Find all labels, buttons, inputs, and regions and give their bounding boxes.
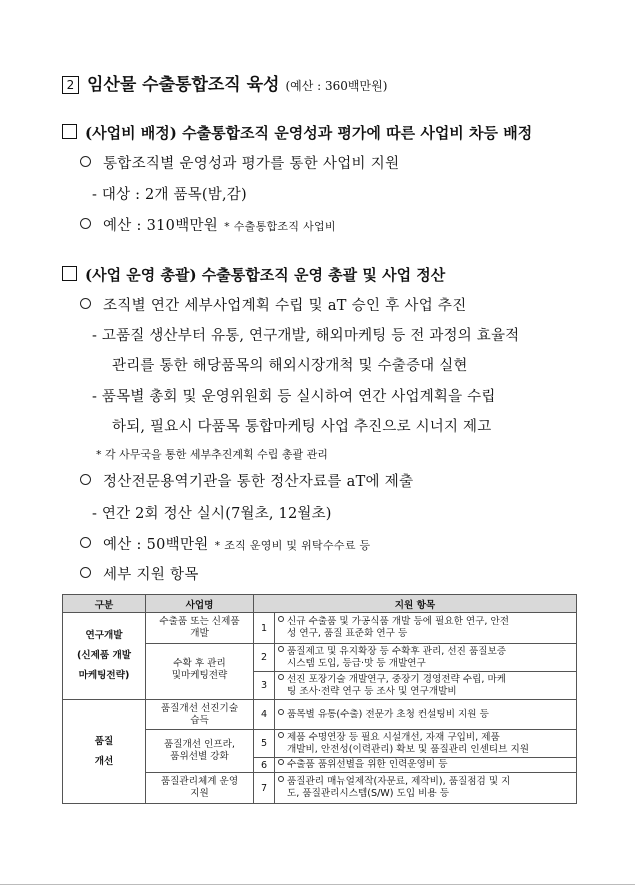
header-support-items: 지원 항목 <box>254 595 577 613</box>
section-number: 2 <box>62 76 79 94</box>
item-cell: 선진 포장기술 개발연구, 중장기 경영전략 수립, 마케 팅 조사·전략 연구 등 조사 및 연구개발비 <box>275 672 577 700</box>
item-number: 4 <box>254 700 275 730</box>
circle-bullet-icon <box>80 156 91 167</box>
item-cell: 수출품 품위선별을 위한 인력운영비 등 <box>275 758 577 773</box>
circle-bullet-icon <box>278 776 284 782</box>
circle-bullet-icon <box>278 732 284 738</box>
project-cell: 수확 후 관리 및마케팅전략 <box>146 644 254 700</box>
item-number: 6 <box>254 758 275 773</box>
circle-bullet-icon <box>80 567 91 578</box>
bullet-item: 세부 지원 항목 <box>80 563 199 584</box>
section-title-text: 임산물 수출통합조직 육성 <box>87 75 280 95</box>
item-cell: 제품 수명연장 등 필요 시설개선, 자재 구입비, 제품 개발비, 안전성(이력관리) 확보 및 품질관리 인센티브 지원 <box>275 730 577 758</box>
circle-bullet-icon <box>278 646 284 652</box>
item-cell: 신규 수출품 및 가공식품 개발 등에 필요한 연구, 안전 성 연구, 품질 표준화 연구 등 <box>275 613 577 644</box>
support-items-table <box>62 594 577 804</box>
circle-bullet-icon <box>80 537 91 548</box>
bullet-item: 예산 : 50백만원 * 조직 운영비 및 위탁수수료 등 <box>80 533 371 554</box>
circle-bullet-icon <box>80 474 91 485</box>
item-number: 2 <box>254 644 275 672</box>
item-number: 1 <box>254 613 275 644</box>
item-cell: 품질관리 매뉴얼제작(자문료, 제작비), 품질점검 및 지 도, 품질관리시스템(S/W) 도입 비용 등 <box>275 773 577 804</box>
circle-bullet-icon <box>278 709 284 715</box>
section-title <box>62 70 387 95</box>
item-number: 5 <box>254 730 275 758</box>
category-cell-rnd: 연구개발 (신제품 개발 마케팅전략) <box>63 613 146 700</box>
bullet-item: 조직별 연간 세부사업계획 수립 및 aT 승인 후 사업 추진 <box>80 294 467 315</box>
note-text: * 조직 운영비 및 위탁수수료 등 <box>214 539 371 552</box>
item-number: 3 <box>254 672 275 700</box>
page-bottom-rule <box>0 884 635 885</box>
dash-item: - 연간 2회 정산 실시(7월초, 12월초) <box>92 506 332 522</box>
item-cell: 품목별 유통(수출) 전문가 초청 컨설팅비 지원 등 <box>275 700 577 730</box>
circle-bullet-icon <box>278 674 284 680</box>
table-row <box>63 613 577 644</box>
project-cell: 수출품 또는 신제품 개발 <box>146 613 254 644</box>
project-cell: 품질관리체계 운영 지원 <box>146 773 254 804</box>
bullet-item: 예산 : 310백만원 * 수출통합조직 사업비 <box>80 214 336 235</box>
dash-item-continuation: 하되, 필요시 다품목 통합마케팅 사업 추진으로 시너지 제고 <box>112 419 492 435</box>
circle-bullet-icon <box>80 218 91 229</box>
table-header-row <box>63 595 577 613</box>
circle-bullet-icon <box>278 759 284 765</box>
dash-item: - 고품질 생산부터 유통, 연구개발, 해외마케팅 등 전 과정의 효율적 <box>92 328 520 344</box>
item-number: 7 <box>254 773 275 804</box>
subsection-heading-2: (사업 운영 총괄) 수출통합조직 운영 총괄 및 사업 정산 <box>62 264 445 285</box>
table-row <box>63 700 577 730</box>
project-cell: 품질개선 선진기술 습득 <box>146 700 254 730</box>
project-cell: 품질개선 인프라, 품위선별 강화 <box>146 730 254 773</box>
dash-item: - 품목별 총회 및 운영위원회 등 실시하여 연간 사업계획을 수립 <box>92 389 496 405</box>
subsection-heading-1: (사업비 배정) 수출통합조직 운영성과 평가에 따른 사업비 차등 배정 <box>62 122 532 143</box>
item-cell: 품질제고 및 유지확장 등 수확후 관리, 선진 품질보증 시스템 도입, 등급·맛 등 개발연구 <box>275 644 577 672</box>
note-text: * 각 사무국을 통한 세부추진계획 수립 총괄 관리 <box>96 448 328 461</box>
circle-bullet-icon <box>278 616 284 622</box>
header-category: 구분 <box>63 595 146 613</box>
category-cell-quality: 품질 개선 <box>63 700 146 804</box>
section-budget: (예산 : 360백만원) <box>285 79 388 93</box>
dash-item: - 대상 : 2개 품목(밤,감) <box>92 187 247 203</box>
bullet-item: 정산전문용역기관을 통한 정산자료를 aT에 제출 <box>80 470 413 491</box>
header-project: 사업명 <box>146 595 254 613</box>
note-text: * 수출통합조직 사업비 <box>224 220 336 233</box>
bullet-item: 통합조직별 운영성과 평가를 통한 사업비 지원 <box>80 152 399 173</box>
dash-item-continuation: 관리를 통한 해당품목의 해외시장개척 및 수출증대 실현 <box>112 358 468 374</box>
checkbox-square-icon <box>62 124 77 139</box>
checkbox-square-icon <box>62 266 77 281</box>
circle-bullet-icon <box>80 298 91 309</box>
